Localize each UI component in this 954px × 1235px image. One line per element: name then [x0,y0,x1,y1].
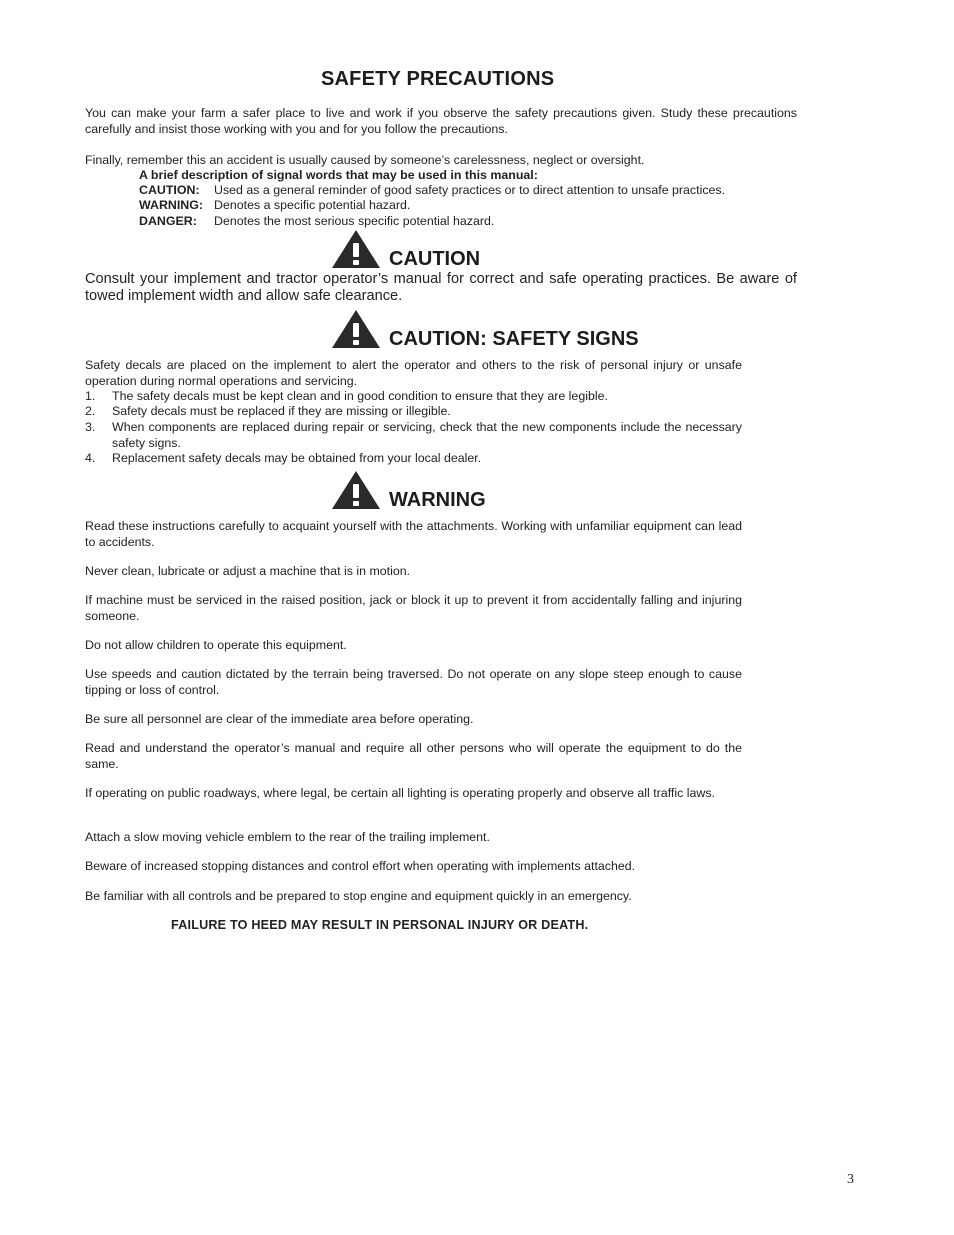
warning-paragraph: Beware of increased stopping distances and control effort when operating with implements attached. [85,859,636,873]
warning-paragraph: Be familiar with all controls and be prepared to stop engine and equipment quickly in an emergency. [85,889,632,903]
warning-triangle-icon [331,309,381,349]
safety-signs-label: CAUTION: SAFETY SIGNS [389,328,639,350]
warning-paragraph: Do not allow children to operate this equipment. [85,638,347,652]
warning-paragraph: Use speeds and caution dictated by the terrain being traversed. Do not operate on any slope steep enough to cause tipping or loss of control. [85,667,742,697]
signal-word-warning [139,198,410,212]
finally-paragraph: Finally, remember this an accident is usually caused by someone’s carelessness, neglect or oversight. [85,153,645,167]
page-number: 3 [847,1172,854,1187]
intro-paragraph: You can make your farm a safer place to live and work if you observe the safety precautions given. Study these precautions carefully and insist those working with you and for you follow the precautions. [85,106,797,136]
list-text: Replacement safety decals may be obtained from your local dealer. [112,451,482,465]
signal-word-caution [139,183,725,197]
signal-desc: Denotes the most serious specific potential hazard. [214,214,495,228]
warning-paragraph: Never clean, lubricate or adjust a machine that is in motion. [85,564,411,578]
warning-paragraph: If operating on public roadways, where legal, be certain all lighting is operating properly and observe all traffic laws. [85,786,715,800]
warning-paragraph: If machine must be serviced in the raised position, jack or block it up to prevent it from accidentally falling and injuring someone. [85,593,742,623]
caution-heading [331,229,480,269]
warning-paragraph: Read these instructions carefully to acquaint yourself with the attachments. Working with unfamiliar equipment can lead to accidents. [85,519,742,549]
list-number: 2. [85,404,96,418]
page-title: SAFETY PRECAUTIONS [321,68,555,90]
signal-term: CAUTION: [139,183,200,197]
list-number: 3. [85,420,96,434]
warning-paragraph: Attach a slow moving vehicle emblem to the rear of the trailing implement. [85,830,490,844]
warning-heading [331,470,486,510]
safety-signs-intro: Safety decals are placed on the implement to alert the operator and others to the risk of personal injury or unsafe operation during normal operations and servicing. [85,358,742,388]
signal-word-danger [139,214,494,228]
final-notice: FAILURE TO HEED MAY RESULT IN PERSONAL INJURY OR DEATH. [171,918,589,932]
signal-term: DANGER: [139,214,197,228]
warning-label: WARNING [389,489,486,511]
warning-triangle-icon [331,229,381,269]
list-text: When components are replaced during repair or servicing, check that the new components include the necessary safety signs. [112,420,742,450]
signal-desc: Denotes a specific potential hazard. [214,198,411,212]
list-number: 4. [85,451,96,465]
safety-signs-heading [331,309,639,349]
caution-label: CAUTION [389,248,481,270]
list-number: 1. [85,389,96,403]
signal-term: WARNING: [139,198,204,212]
caution-paragraph: Consult your implement and tractor operator’s manual for correct and safe operating practices. Be aware of towed implement width and allow safe clearance. [85,271,797,304]
warning-paragraph: Read and understand the operator’s manual and require all other persons who will operate the equipment to do the same. [85,741,742,771]
signal-words-heading: A brief description of signal words that may be used in this manual: [139,168,538,182]
list-text: Safety decals must be replaced if they are missing or illegible. [112,404,451,418]
signal-desc: Used as a general reminder of good safety practices or to direct attention to unsafe practices. [214,183,726,197]
warning-paragraph: Be sure all personnel are clear of the immediate area before operating. [85,712,474,726]
warning-triangle-icon [331,470,381,510]
list-text: The safety decals must be kept clean and in good condition to ensure that they are legible. [112,389,608,403]
